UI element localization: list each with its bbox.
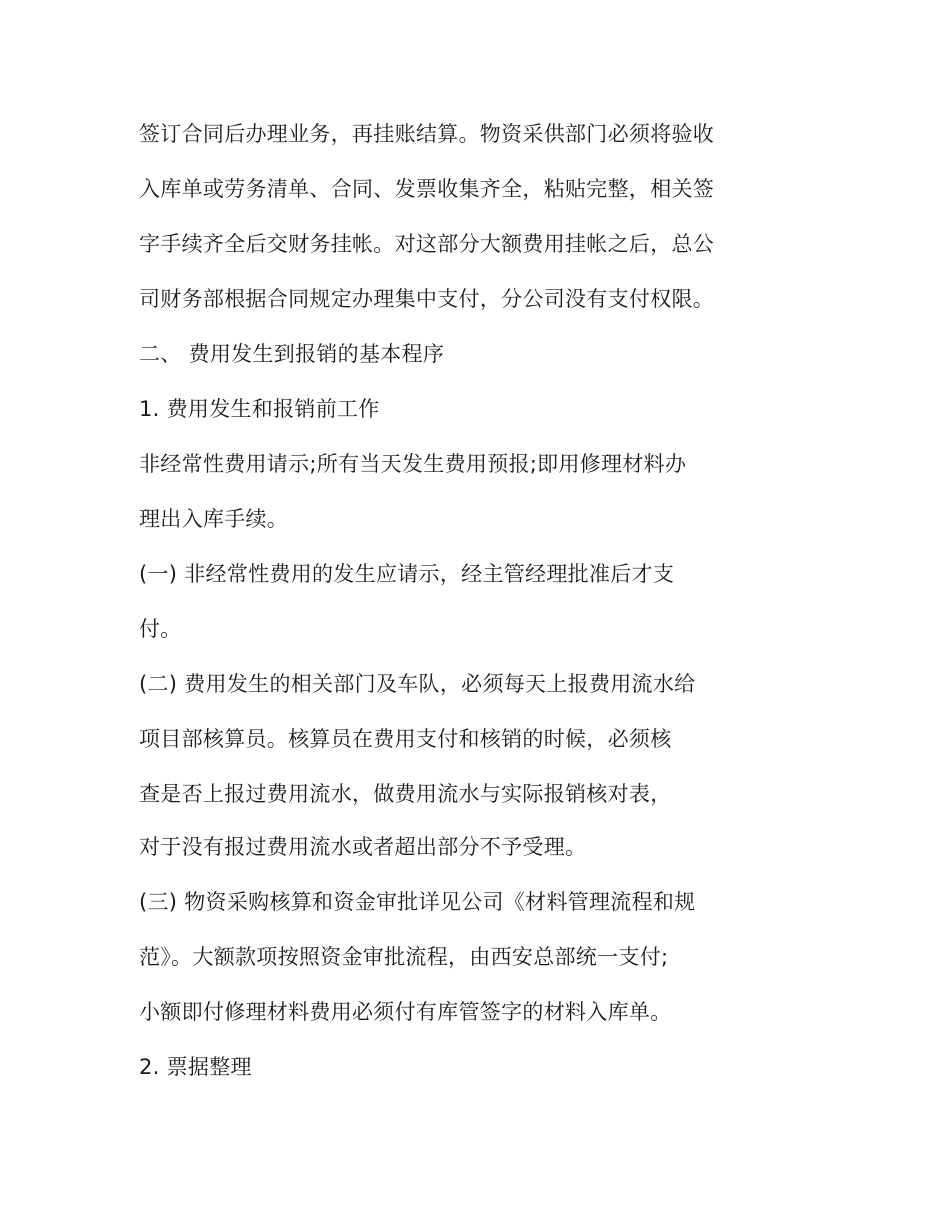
list-item-line: 项目部核算员。核算员在费用支付和核销的时候，必须核 [139, 727, 672, 751]
paragraph-line: 非经常性费用请示;所有当天发生费用预报;即用修理材料办 [139, 452, 687, 476]
list-item-line: 对于没有报过费用流水或者超出部分不予受理。 [139, 835, 587, 859]
subsection-heading: 2. 票据整理 [139, 1055, 252, 1079]
list-item-line: (一) 非经常性费用的发生应请示，经主管经理批准后才支 [139, 562, 675, 586]
paragraph-line: 理出入库手续。 [139, 507, 289, 531]
paragraph-line: 字手续齐全后交财务挂帐。对这部分大额费用挂帐之后，总公 [139, 232, 715, 256]
list-item-line: 小额即付修理材料费用必须付有库管签字的材料入库单。 [139, 1000, 672, 1024]
paragraph-line: 司财务部根据合同规定办理集中支付，分公司没有支付权限。 [139, 287, 715, 311]
list-item-line: (二) 费用发生的相关部门及车队，必须每天上报费用流水给 [139, 672, 696, 696]
subsection-heading: 1. 费用发生和报销前工作 [139, 397, 380, 421]
list-item-line: (三) 物资采购核算和资金审批详见公司《材料管理流程和规 [139, 890, 696, 914]
section-heading: 二、 费用发生到报销的基本程序 [139, 342, 445, 366]
list-item-line: 付。 [139, 617, 182, 641]
paragraph-line: 入库单或劳务清单、合同、发票收集齐全，粘贴完整，相关签 [139, 177, 715, 201]
list-item-line: 查是否上报过费用流水，做费用流水与实际报销核对表， [139, 782, 672, 806]
list-item-line: 范》。大额款项按照资金审批流程，由西安总部统一支付; [139, 945, 669, 969]
paragraph-line: 签订合同后办理业务，再挂账结算。物资采供部门必须将验收 [139, 122, 715, 146]
